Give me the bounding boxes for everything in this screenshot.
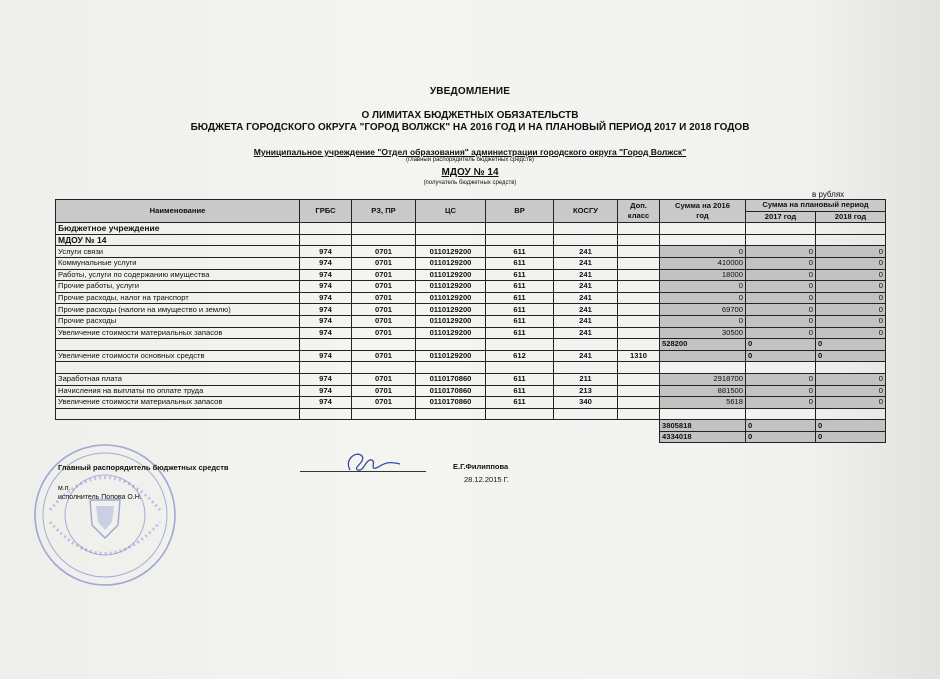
row-2018: 0	[816, 281, 886, 293]
header-rzpr: РЗ, ПР	[352, 200, 416, 223]
row-2017: 0	[746, 397, 816, 409]
row-rzpr: 0701	[352, 327, 416, 339]
subtotal-2018: 0	[816, 420, 886, 432]
signature-date: 28.12.2015 Г.	[464, 475, 509, 484]
document-title: УВЕДОМЛЕНИЕ	[429, 86, 511, 97]
row-vr: 611	[486, 281, 554, 293]
table-row	[56, 257, 886, 269]
organization-name: Муниципальное учреждение "Отдел образования" администрации городского округа "Город Волжск"	[253, 147, 687, 157]
total-2018: 0	[816, 431, 886, 443]
row-vr: 611	[486, 246, 554, 258]
header-kosgu: КОСГУ	[554, 200, 618, 223]
row-name: Услуги связи	[56, 246, 300, 258]
total-sum: 4334018	[660, 431, 746, 443]
row-dop	[618, 373, 660, 385]
table-row	[56, 269, 886, 281]
row-dop	[618, 397, 660, 409]
row-kosgu: 241	[554, 327, 618, 339]
section-row	[56, 223, 886, 235]
row-vr: 611	[486, 315, 554, 327]
header-2018: 2018 год	[816, 211, 886, 223]
row-sum: 69700	[660, 304, 746, 316]
signature-label: Главный распорядитель бюджетных средств	[58, 463, 229, 472]
row-cs: 0110170860	[416, 397, 486, 409]
row-rzpr: 0701	[352, 397, 416, 409]
row-2018: 0	[816, 292, 886, 304]
row-dop	[618, 315, 660, 327]
row-vr: 611	[486, 397, 554, 409]
row-cs: 0110129200	[416, 257, 486, 269]
table-row	[56, 281, 886, 293]
row-2018: 0	[816, 257, 886, 269]
row-dop	[618, 292, 660, 304]
row-vr: 611	[486, 373, 554, 385]
table-row	[56, 397, 886, 409]
row-cs: 0110129200	[416, 315, 486, 327]
row-grbs: 974	[300, 373, 352, 385]
row-2018: 0	[816, 315, 886, 327]
row-2017: 0	[746, 373, 816, 385]
header-2017: 2017 год	[746, 211, 816, 223]
row-grbs: 974	[300, 281, 352, 293]
header-cs: ЦС	[416, 200, 486, 223]
blank-row	[56, 362, 886, 374]
row-grbs: 974	[300, 350, 352, 362]
row-2018: 0	[816, 327, 886, 339]
row-2018: 0	[816, 385, 886, 397]
row-dop	[618, 304, 660, 316]
row-dop	[618, 281, 660, 293]
row-name: Увеличение стоимости основных средств	[56, 350, 300, 362]
row-sum: 410000	[660, 257, 746, 269]
header-dop-line1: Доп.	[630, 201, 647, 211]
row-cs: 0110129200	[416, 269, 486, 281]
row-vr: 611	[486, 327, 554, 339]
row-2017: 0	[746, 246, 816, 258]
row-2018: 0	[816, 304, 886, 316]
subtotal-row	[56, 339, 886, 351]
table-row	[56, 373, 886, 385]
subtotal-2017: 0	[746, 420, 816, 432]
row-sum: 0	[660, 281, 746, 293]
row-rzpr: 0701	[352, 350, 416, 362]
header-dop	[618, 200, 660, 223]
row-rzpr: 0701	[352, 373, 416, 385]
row-name: Прочие расходы (налоги на имущество и землю)	[56, 304, 300, 316]
document-subtitle-line1: О ЛИМИТАХ БЮДЖЕТНЫХ ОБЯЗАТЕЛЬСТВ	[361, 110, 579, 121]
row-kosgu: 241	[554, 304, 618, 316]
row-grbs: 974	[300, 269, 352, 281]
row-kosgu: 241	[554, 281, 618, 293]
row-vr: 611	[486, 292, 554, 304]
row-sum: 18000	[660, 269, 746, 281]
header-sum2016-line2: год	[696, 211, 709, 221]
row-2017: 0	[746, 292, 816, 304]
subtotal-2017: 0	[746, 339, 816, 351]
subtotal-sum: 3805818	[660, 420, 746, 432]
row-name: Заработная плата	[56, 373, 300, 385]
row-2017: 0	[746, 269, 816, 281]
row-2018: 0	[816, 269, 886, 281]
row-2018: 0	[816, 246, 886, 258]
row-2017: 0	[746, 257, 816, 269]
row-cs: 0110129200	[416, 304, 486, 316]
row-name: Работы, услуги по содержанию имущества	[56, 269, 300, 281]
row-kosgu: 340	[554, 397, 618, 409]
row-rzpr: 0701	[352, 292, 416, 304]
row-name: Прочие расходы, налог на транспорт	[56, 292, 300, 304]
header-plan: Сумма на плановый период	[746, 200, 886, 212]
row-dop: 1310	[618, 350, 660, 362]
row-grbs: 974	[300, 327, 352, 339]
row-2017: 0	[746, 327, 816, 339]
row-cs: 0110129200	[416, 350, 486, 362]
row-rzpr: 0701	[352, 315, 416, 327]
row-cs: 0110170860	[416, 373, 486, 385]
row-rzpr: 0701	[352, 281, 416, 293]
table-row	[56, 246, 886, 258]
blank-row	[56, 408, 886, 420]
row-2018: 0	[816, 397, 886, 409]
subtotal-sum: 528200	[660, 339, 746, 351]
recipient-note: (получатель бюджетных средств)	[423, 180, 517, 186]
row-name: Начисления на выплаты по оплате труда	[56, 385, 300, 397]
row-name: Увеличение стоимости материальных запасов	[56, 397, 300, 409]
table-row	[56, 304, 886, 316]
units-label: в рублях	[812, 190, 845, 199]
handwritten-signature-image	[342, 448, 402, 478]
row-name: Коммунальные услуги	[56, 257, 300, 269]
document-subtitle-line2: БЮДЖЕТА ГОРОДСКОГО ОКРУГА "ГОРОД ВОЛЖСК" НА 2016 ГОД И НА ПЛАНОВЫЙ ПЕРИОД 2017 И 2018 ГОДОВ	[190, 122, 750, 133]
row-2017: 0	[746, 304, 816, 316]
row-grbs: 974	[300, 246, 352, 258]
header-dop-line2: класс	[627, 211, 650, 221]
row-kosgu: 241	[554, 269, 618, 281]
header-name: Наименование	[56, 200, 300, 223]
row-grbs: 974	[300, 292, 352, 304]
row-sum: 30500	[660, 327, 746, 339]
subtotal-2018: 0	[816, 339, 886, 351]
row-sum: 881500	[660, 385, 746, 397]
section-label: МДОУ № 14	[56, 234, 300, 246]
section-row	[56, 234, 886, 246]
row-name: Прочие работы, услуги	[56, 281, 300, 293]
table-row	[56, 350, 886, 362]
row-dop	[618, 327, 660, 339]
row-dop	[618, 246, 660, 258]
total-2017: 0	[746, 431, 816, 443]
row-dop	[618, 385, 660, 397]
row-dop	[618, 257, 660, 269]
row-2017: 0	[746, 385, 816, 397]
row-2018: 0	[816, 373, 886, 385]
row-rzpr: 0701	[352, 257, 416, 269]
budget-table	[55, 199, 886, 443]
row-rzpr: 0701	[352, 304, 416, 316]
row-sum: 2918700	[660, 373, 746, 385]
row-name: Увеличение стоимости материальных запасов	[56, 327, 300, 339]
row-cs: 0110129200	[416, 246, 486, 258]
row-grbs: 974	[300, 397, 352, 409]
row-2017: 0	[746, 315, 816, 327]
header-sum2016	[660, 200, 746, 223]
table-row	[56, 315, 886, 327]
table-row	[56, 327, 886, 339]
row-grbs: 974	[300, 304, 352, 316]
total-row	[56, 431, 886, 443]
organization-note: (главный распорядитель бюджетных средств)	[406, 157, 534, 163]
row-vr: 611	[486, 385, 554, 397]
row-sum: 0	[660, 315, 746, 327]
header-vr: ВР	[486, 200, 554, 223]
row-kosgu: 241	[554, 350, 618, 362]
row-cs: 0110129200	[416, 327, 486, 339]
header-sum2016-line1: Сумма на 2016	[675, 201, 730, 211]
recipient-name: МДОУ № 14	[441, 167, 499, 178]
row-grbs: 974	[300, 315, 352, 327]
section-label: Бюджетное учреждение	[56, 223, 300, 235]
row-2018: 0	[816, 350, 886, 362]
executor-label: исполнитель Попова О.Н.	[58, 494, 142, 501]
row-cs: 0110170860	[416, 385, 486, 397]
row-grbs: 974	[300, 257, 352, 269]
signatory-name: Е.Г.Филиппова	[453, 462, 509, 471]
row-rzpr: 0701	[352, 385, 416, 397]
row-dop	[618, 269, 660, 281]
row-sum: 0	[660, 292, 746, 304]
row-kosgu: 241	[554, 246, 618, 258]
subtotal-row	[56, 420, 886, 432]
row-kosgu: 241	[554, 257, 618, 269]
row-name: Прочие расходы	[56, 315, 300, 327]
row-sum: 0	[660, 246, 746, 258]
row-vr: 611	[486, 257, 554, 269]
row-2017: 0	[746, 350, 816, 362]
table-row	[56, 385, 886, 397]
table-row	[56, 292, 886, 304]
row-kosgu: 241	[554, 292, 618, 304]
row-kosgu: 211	[554, 373, 618, 385]
row-rzpr: 0701	[352, 246, 416, 258]
row-vr: 612	[486, 350, 554, 362]
row-cs: 0110129200	[416, 292, 486, 304]
table-header-row	[56, 200, 886, 212]
row-vr: 611	[486, 269, 554, 281]
row-kosgu: 213	[554, 385, 618, 397]
row-2017: 0	[746, 281, 816, 293]
row-kosgu: 241	[554, 315, 618, 327]
row-vr: 611	[486, 304, 554, 316]
row-sum	[660, 350, 746, 362]
row-cs: 0110129200	[416, 281, 486, 293]
stamp-place-label: м.п.	[58, 485, 71, 492]
row-sum: 5618	[660, 397, 746, 409]
row-grbs: 974	[300, 385, 352, 397]
row-rzpr: 0701	[352, 269, 416, 281]
header-grbs: ГРБС	[300, 200, 352, 223]
